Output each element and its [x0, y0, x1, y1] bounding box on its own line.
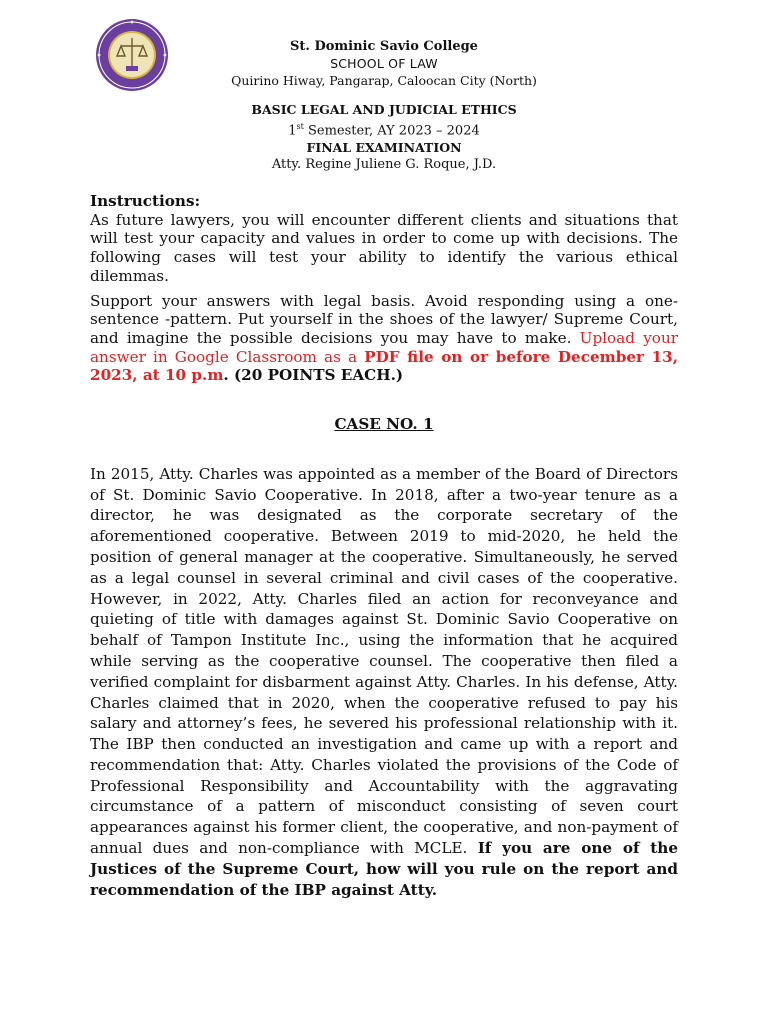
school-name: SCHOOL OF LAW [330, 56, 438, 71]
college-name: St. Dominic Savio College [290, 39, 478, 54]
case-body: In 2015, Atty. Charles was appointed as a member of the Board of Directors of St. Dominic Savio Cooperative. In 2018, after a two-year tenure as a director, he was designated as the corporate secretary of the aforementioned cooperative. Between 2019 to mid-2020, he held the position of general manager at the cooperative. Simultaneously, he served as a legal counsel in several criminal and civil cases of the cooperative. However, in 2022, Atty. Charles filed an action for reconveyance and quieting of title with damages against St. Dominic Savio Cooperative on behalf of Tampon Institute Inc., using the information that he acquired while serving as the cooperative counsel. The cooperative then filed a verified complaint for disbarment against Atty. Charles. In his defense, Atty. Charles claimed that in 2020, when the cooperative refused to pay his salary and attorney’s fees, he severed his professional relationship with it. The IBP then conducted an investigation and came up with a report and recommendation that: Atty. Charles violated the provisions of the Code of Professional Responsibility and Accountability with the aggravating circumstance of a pattern of misconduct consisting of seven court appearances against his former client, the cooperative, and non-payment of annual dues and non-compliance with MCLE. If you are one of the Justices of the Supreme Court, how will you rule on the report and recommendation of the IBP against Atty. [90, 464, 678, 899]
school-seal-logo [95, 18, 169, 92]
exam-title: FINAL EXAMINATION [306, 140, 462, 156]
instructions-paragraph-1: As future lawyers, you will encounter different clients and situations that will test your capacity and values in order to come up with decisions. The following cases will test your ability to identify the various ethical dilemmas. [90, 210, 678, 285]
instructor-name: Atty. Regine Juliene G. Roque, J.D. [271, 157, 497, 173]
case-title: CASE NO. 1 [334, 415, 434, 434]
upload-instruction: Upload your answer in Google Classroom as a [90, 328, 678, 366]
school-address: Quirino Hiway, Pangarap, Caloocan City (North) [231, 73, 537, 88]
document-header [200, 38, 568, 173]
upload-deadline: PDF file on or before December 13, 2023, at 10 p.m [90, 347, 678, 385]
semester-line: 1st Semester, AY 2023 – 2024 [288, 122, 480, 139]
document-body [90, 192, 678, 900]
points-note: . (20 POINTS EACH.) [223, 366, 404, 385]
instructions-heading: Instructions: [90, 192, 201, 210]
case-question: If you are one of the Justices of the Supreme Court, how will you rule on the report and recommendation of the IBP against Atty. [90, 839, 678, 899]
course-title: BASIC LEGAL AND JUDICIAL ETHICS [251, 102, 517, 117]
instructions-paragraph-2: Support your answers with legal basis. Avoid responding using a one-sentence -pattern. Put yourself in the shoes of the lawyer/ Supreme Court, and imagine the possible decisions you may have to make. Upload your answer in Google Classroom as a PDF file on or before December 13, 2023, at 10 p.m. (20 POINTS EACH.) [90, 291, 678, 385]
